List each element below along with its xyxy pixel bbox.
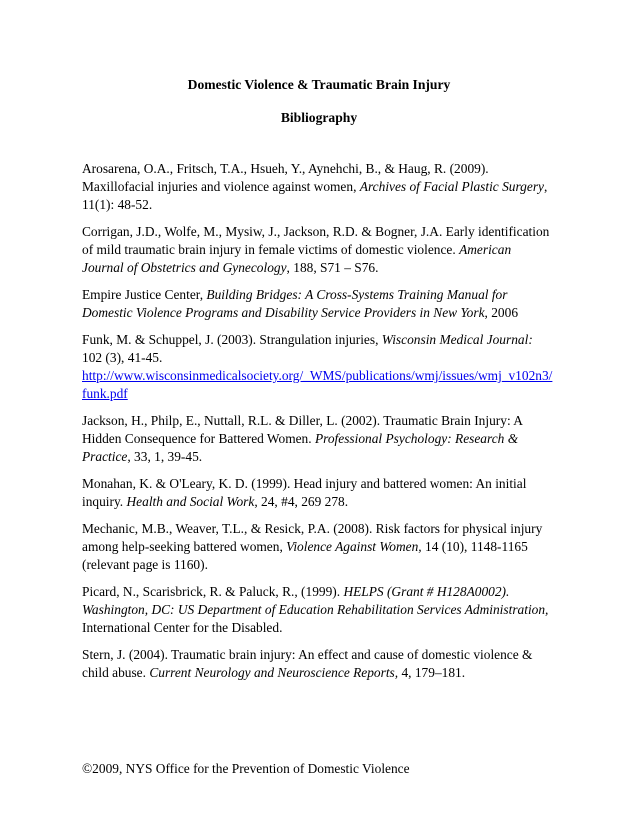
citation-text: , 24, #4, 269 278. [254, 494, 349, 509]
bibliography-entry [82, 646, 554, 682]
citation-text: Funk, M. & Schuppel, J. (2003). Strangulation injuries, [82, 332, 382, 347]
copyright-footer: ©2009, NYS Office for the Prevention of Domestic Violence [82, 761, 410, 776]
citation-text: 102 (3), 41-45. [82, 350, 163, 365]
document-title: Domestic Violence & Traumatic Brain Injury [187, 77, 451, 92]
citation-text: Stern, J. (2004). Traumatic brain injury: An effect and cause of domestic violence & child abuse. [82, 647, 533, 680]
citation-text: Picard, N., Scarisbrick, R. & Paluck, R., (1999). [82, 584, 344, 599]
citation-italic-text: American Journal of Obstetrics and Gynecology [82, 242, 512, 275]
bibliography-entry [82, 583, 554, 637]
bibliography-entry [82, 160, 554, 214]
bibliography-list [82, 160, 554, 691]
bibliography-entry [82, 223, 554, 277]
bibliography-entry [82, 331, 554, 403]
citation-text: , 2006 [484, 305, 519, 320]
citation-text: , 33, 1, 39-45. [127, 449, 203, 464]
citation-text: Mechanic, M.B., Weaver, T.L., & Resick, P.A. (2008). Risk factors for physical injury among help-seeking battered women, [82, 521, 543, 554]
citation-italic-text: Health and Social Work [126, 494, 255, 509]
citation-text: 14 (10), 1148-1165 (relevant page is 1160). [82, 539, 528, 572]
citation-text: Jackson, H., Philp, E., Nuttall, R.L. & Diller, L. (2002). Traumatic Brain Injury: A Hidden Consequence for Battered Women. [82, 413, 523, 446]
bibliography-entry [82, 412, 554, 466]
document-subtitle: Bibliography [280, 110, 358, 125]
bibliography-entry [82, 475, 554, 511]
citation-text: Corrigan, J.D., Wolfe, M., Mysiw, J., Jackson, R.D. & Bogner, J.A. Early identification of mild traumatic brain injury in female victims of domestic violence. [82, 224, 550, 257]
citation-text: , 11(1): 48-52. [82, 179, 548, 212]
citation-text: Arosarena, O.A., Fritsch, T.A., Hsueh, Y., Aynehchi, B., & Haug, R. (2009). Maxillofacial injuries and violence against women, [82, 161, 489, 194]
bibliography-entry [82, 286, 554, 322]
bibliography-entry [82, 520, 554, 574]
citation-italic-text: Professional Psychology: Research & Practice [82, 431, 519, 464]
citation-italic-text: Violence Against Women, [286, 539, 422, 554]
citation-text: Monahan, K. & O'Leary, K. D. (1999). Head injury and battered women: An initial inquiry. [82, 476, 527, 509]
citation-link[interactable]: http://www.wisconsinmedicalsociety.org/_WMS/publications/wmj/issues/wmj_v102n3/funk.pdf [82, 368, 553, 401]
citation-italic-text: Wisconsin Medical Journal: [381, 332, 533, 347]
citation-text: , 188, S71 – S76. [286, 260, 379, 275]
citation-italic-text: Current Neurology and Neuroscience Reports, [149, 665, 399, 680]
citation-text: Empire Justice Center, [82, 287, 207, 302]
citation-italic-text: HELPS (Grant # H128A0002). Washington, DC: US Department of Education Rehabilitation Services Administration, [82, 584, 549, 617]
citation-italic-text: Archives of Facial Plastic Surgery [359, 179, 544, 194]
citation-italic-text: Building Bridges: A Cross-Systems Training Manual for Domestic Violence Programs and Disability Service Providers in New York [82, 287, 508, 320]
citation-text: International Center for the Disabled. [82, 620, 283, 635]
citation-text: 4, 179–181. [398, 665, 466, 680]
